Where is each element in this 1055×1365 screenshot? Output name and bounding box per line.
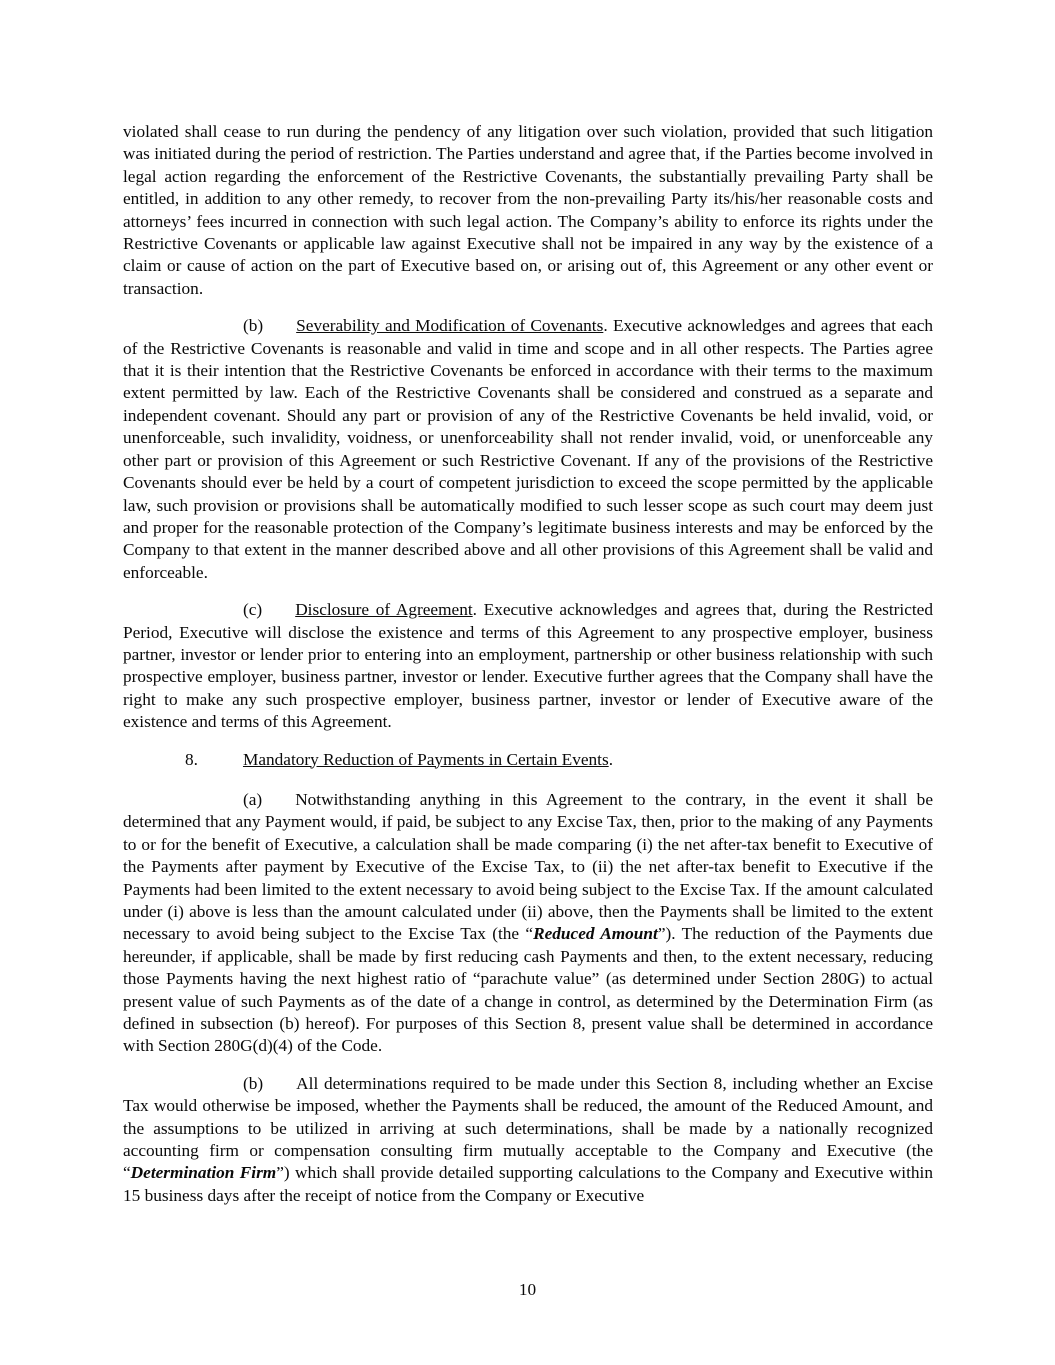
subsection-label-a: (a) [243, 789, 263, 809]
paragraph-8a [123, 789, 933, 1058]
section-8-heading-line [123, 749, 933, 771]
paragraph-8b [123, 1073, 933, 1207]
paragraph-text: ”) which shall provide detailed supporting calculations to the Company and Executive within 15 business days after the receipt of notice from the Company or Executive [123, 1163, 933, 1205]
paragraph-7b [123, 315, 933, 584]
document-body [123, 121, 933, 1222]
subsection-heading-severability: Severability and Modification of Covenants [296, 316, 604, 336]
page-number: 10 [518, 1280, 537, 1299]
subsection-label-c: (c) [243, 600, 263, 620]
subsection-label-b2: (b) [243, 1073, 264, 1093]
section-heading-mandatory-reduction: Mandatory Reduction of Payments in Certain Events [242, 749, 609, 769]
paragraph-7c [123, 599, 933, 733]
paragraph-text: . Executive acknowledges and agrees that each of the Restrictive Covenants is reasonable and valid in time and scope and in all other respects. The Parties agree that it is their intention that the Restrictive Covenants be enforced in accordance with their terms to the maximum extent permitted by law. Each of the Restrictive Covenants shall be considered and construed as a separate and independent covenant. Should any part or provision of any of the Restrictive Covenants be held invalid, void, or unenforceable, such invalidity, voidness, or unenforceability shall not render invalid, void, or unenforceable any other part or provision of this Agreement or such Restrictive Covenant. If any of the provisions of the Restrictive Covenants should ever be held by a court of competent jurisdiction to exceed the scope permitted by the applicable law, such provision or provisions shall be automatically modified to such lesser scope as such court may deem just and proper for the reasonable protection of the Company’s legitimate business interests and may be enforced by the Company to that extent in the manner described above and all other provisions of this Agreement shall be valid and enforceable. [123, 316, 933, 582]
section-number: 8. [185, 749, 198, 769]
paragraph-text: All determinations required to be made under this Section 8, including whether an Excise Tax would otherwise be imposed, whether the Payments shall be reduced, the amount of the Reduced Amount, and the assumptions to be utilized in arriving at such determinations, shall be made by a nationally recognized accounting firm or compensation consulting firm mutually acceptable to the Company and Executive (the “ [123, 1073, 933, 1183]
paragraph-text: . Executive acknowledges and agrees that, during the Restricted Period, Executive will disclose the existence and terms of this Agreement to any prospective employer, business partner, investor or lender prior to entering into an employment, partnership or other business relationship with such prospective employer, business partner, investor or lender. Executive further agrees that the Company shall have the right to make any such prospective employer, business partner, investor or lender of Executive aware of the existence and terms of this Agreement. [123, 600, 933, 732]
paragraph-continuation: violated shall cease to run during the pendency of any litigation over such violation, provided that such litigation was initiated during the period of restriction. The Parties understand and agree that, if the Parties become involved in legal action regarding the enforcement of the Restrictive Covenants, the substantially prevailing Party shall be entitled, in addition to any other remedy, to recover from the non-prevailing Party its/his/her reasonable costs and attorneys’ fees incurred in connection with such legal action. The Company’s ability to enforce its rights under the Restrictive Covenants or applicable law against Executive shall not be impaired in any way by the existence of a claim or cause of action on the part of Executive based on, or arising out of, this Agreement or any other event or transaction. [123, 122, 933, 298]
paragraph-text: Notwithstanding anything in this Agreement to the contrary, in the event it shall be determined that any Payment would, if paid, be subject to any Excise Tax, then, prior to the making of any Payments to or for the benefit of Executive, a calculation shall be made comparing (i) the net after-tax benefit to Executive of the Payments after payment by Executive of the Excise Tax, to (ii) the net after-tax benefit to Executive if the Payments had been limited to the extent necessary to avoid being subject to the Excise Tax. If the amount calculated under (i) above is less than the amount calculated under (ii) above, then the Payments shall be limited to the extent necessary to avoid being subject to the Excise Tax (the “ [123, 789, 933, 944]
subsection-label-b: (b) [243, 316, 264, 336]
section-heading-period: . [608, 749, 614, 769]
defined-term-reduced-amount: Reduced Amount [533, 924, 658, 944]
paragraph-text: ”). The reduction of the Payments due hereunder, if applicable, shall be made by first reducing cash Payments and then, to the extent necessary, reducing those Payments having the next highest ratio of “parachute value” (as determined under Section 280G) to actual present value of such Payments as of the date of a change in control, as determined by the Determination Firm (as defined in subsection (b) hereof). For purposes of this Section 8, present value shall be determined in accordance with Section 280G(d)(4) of the Code. [123, 924, 933, 1056]
subsection-heading-disclosure: Disclosure of Agreement [295, 600, 473, 620]
defined-term-determination-firm: Determination Firm [130, 1163, 277, 1183]
